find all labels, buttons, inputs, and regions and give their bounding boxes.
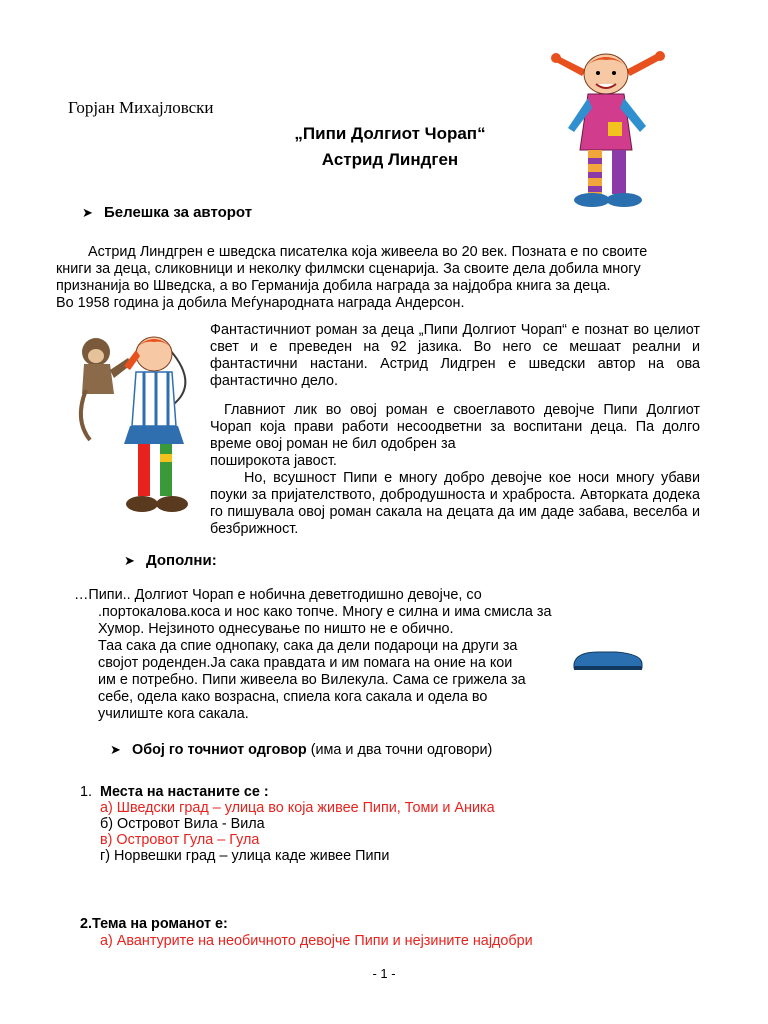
fill-in-paragraph	[74, 587, 594, 723]
question-1-text: Места на настаните се :	[100, 784, 269, 800]
text-line: им е потребно. Пипи живеела во Вилекула. Сама се грижела за	[98, 672, 526, 688]
section-heading-text: Белешка за авторот	[104, 204, 253, 221]
page-number: - 1 -	[372, 966, 396, 981]
answer-option-b: б) Островот Вила - Вила	[100, 816, 265, 832]
answer-option-a: а) Шведски град – улица во која живее Пипи, Томи и Аника	[100, 800, 495, 816]
section-heading-text: Обој го точниот одговор	[132, 742, 307, 758]
question-2-option-a: а) Авантурите на необичното девојче Пипи и нејзините најдобри	[100, 933, 533, 949]
novel-intro-paragraph: Фантастичниот роман за деца „Пипи Долгиот Чорап“ е познат во целиот свет и е преведен на 92 јазика. Во него се мешаат реални и фантастични настани. Астрид Лидгрен е шведски автор на ова фантастично дело.	[210, 322, 700, 389]
text-line: признанија во Шведска, а во Германија добила награда за најдобра книга за деца.	[56, 278, 611, 294]
text-line: својот роденден.Ја сака правдата и им помага на оние на кои	[98, 655, 513, 671]
text-line: …Пипи.. Долгиот Чорап е нобична деветгодишно девојче, со	[74, 587, 482, 603]
main-character-paragraph: Главниот лик во овој роман е своеглавото девојче Пипи Долгиот Чорап која прави работи несоодветни за воспитани деца. Па долго време овој роман не бил одобрен за	[210, 402, 700, 452]
text-line: Таа сака да спие однопаку, сака да дели подароци на други за	[98, 638, 518, 654]
section-fill-in-heading	[124, 552, 217, 569]
text-line: Астрид Линдгрен е шведска писателка која живеела во 20 век. Позната е по своите	[88, 244, 648, 260]
section-author-note-heading	[82, 204, 252, 221]
arrow-bullet-icon: ➤	[82, 205, 93, 220]
text-line: .портокалова.коса и нос како топче. Многу е силна и има смисла за	[98, 604, 552, 620]
pippi-standing-illustration	[548, 46, 670, 216]
main-character-paragraph-end: поширокота јавост.	[210, 453, 337, 469]
book-title: „Пипи Долгиот Чорап“	[294, 124, 486, 143]
book-author-subtitle: Астрид Линдген	[321, 150, 459, 169]
text-line: книги за деца, сликовници и неколку филмски сценарија. За своите дела добила многу	[56, 261, 641, 277]
section-color-answer-heading	[110, 742, 492, 758]
answer-option-d: г) Норвешки град – улица каде живее Пипи	[100, 848, 390, 864]
lessons-paragraph: Но, всушност Пипи е многу добро девојче кое носи многу убави поуки за пријателството, добродушноста и храброста. Авторката додека го пишувала овој роман сакала на децата да им даде забава, веселба и безбрижност.	[210, 470, 700, 537]
section-heading-note: (има и два точни одговори)	[306, 742, 493, 758]
blue-shoe-illustration	[570, 644, 646, 672]
text-line: Во 1958 година ја добила Меѓународната награда Андерсон.	[56, 295, 465, 311]
author-note-paragraph	[56, 244, 706, 312]
arrow-bullet-icon: ➤	[124, 553, 135, 568]
question-1-number: 1.	[80, 784, 93, 800]
text-line: себе, одела како возрасна, спиела кога сакала и одела во	[98, 689, 488, 705]
section-heading-text: Дополни:	[146, 552, 217, 569]
author-name: Горјан Михајловски	[68, 98, 214, 117]
answer-option-c: в) Островот Гула – Гула	[100, 832, 260, 848]
question-2-text: 2.Тема на романот е:	[80, 916, 228, 932]
text-line: Хумор. Нејзиното однесување по ништо не е обично.	[98, 621, 454, 637]
pippi-with-monkey-illustration	[66, 330, 198, 526]
arrow-bullet-icon: ➤	[110, 742, 121, 757]
text-line: училиште кога сакала.	[98, 706, 249, 722]
